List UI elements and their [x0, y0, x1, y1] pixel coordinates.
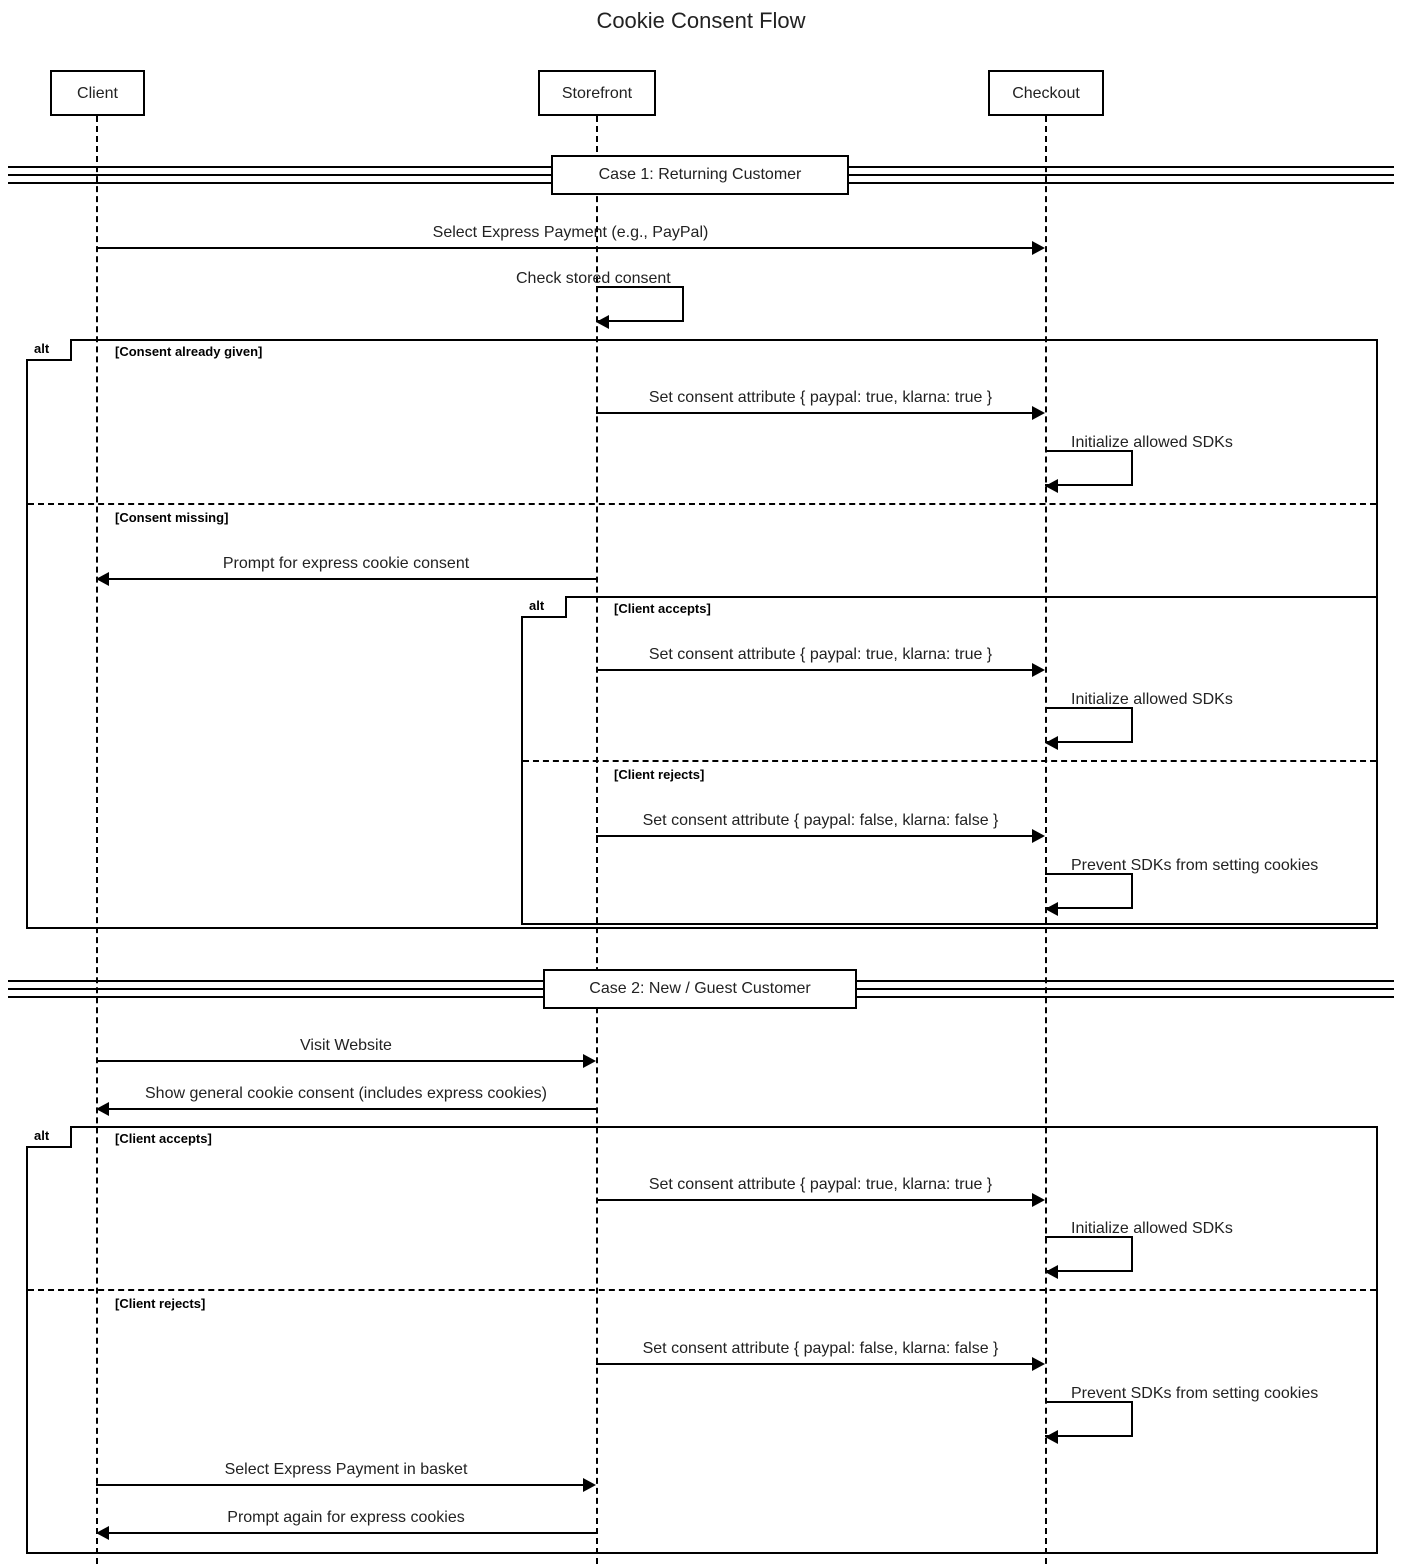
message-label-show-general-consent: Show general cookie consent (includes express cookies) [145, 1085, 547, 1102]
diagram-title: Cookie Consent Flow [596, 8, 806, 33]
arrowhead-right-3 [1032, 663, 1045, 677]
participant-client[interactable]: Client [50, 70, 145, 116]
message-label-prevent-cookies-2: Prevent SDKs from setting cookies [1071, 1385, 1319, 1402]
arrowhead-left-selfmsg-4 [1045, 902, 1058, 916]
arrowhead-right-6 [1032, 1193, 1045, 1207]
self-message-init-sdks-2 [1045, 707, 1133, 743]
message-line-set-consent-false-1 [596, 835, 1032, 837]
arrowhead-right-1 [1032, 241, 1045, 255]
message-label-visit-website: Visit Website [300, 1037, 392, 1054]
fragment-condition-consent-missing: [Consent missing] [112, 510, 231, 525]
arrowhead-left-selfmsg-1 [596, 315, 609, 329]
fragment-split-3 [28, 1289, 1376, 1291]
message-label-set-consent-false-1: Set consent attribute { paypal: false, klarna: false } [642, 812, 999, 829]
fragment-split-1 [28, 503, 1376, 505]
message-label-init-sdks-2: Initialize allowed SDKs [1071, 691, 1233, 708]
arrowhead-left-3 [96, 1526, 109, 1540]
message-label-prompt-express-consent: Prompt for express cookie consent [222, 555, 470, 572]
arrowhead-left-1 [96, 572, 109, 586]
self-message-init-sdks-3 [1045, 1236, 1133, 1272]
message-label-init-sdks-3: Initialize allowed SDKs [1071, 1220, 1233, 1237]
participant-checkout[interactable]: Checkout [988, 70, 1104, 116]
message-label-select-express-basket: Select Express Payment in basket [224, 1461, 468, 1478]
fragment-operator-label-3: alt [26, 1126, 72, 1148]
fragment-condition-client-rejects-1: [Client rejects] [611, 767, 707, 782]
message-line-select-express-payment [96, 247, 1032, 249]
fragment-condition-client-accepts-1: [Client accepts] [611, 601, 714, 616]
arrowhead-right-5 [583, 1054, 596, 1068]
message-label-check-stored-consent: Check stored consent [516, 270, 671, 287]
message-line-show-general-consent [109, 1108, 596, 1110]
arrowhead-left-selfmsg-6 [1045, 1430, 1058, 1444]
divider-case1: Case 1: Returning Customer [551, 155, 849, 195]
message-label-prevent-cookies-1: Prevent SDKs from setting cookies [1071, 857, 1319, 874]
self-message-check-stored-consent [596, 286, 684, 322]
fragment-condition-client-rejects-2: [Client rejects] [112, 1296, 208, 1311]
message-label-set-consent-true-3: Set consent attribute { paypal: true, klarna: true } [648, 1176, 993, 1193]
message-line-select-express-basket [96, 1484, 583, 1486]
arrowhead-left-selfmsg-2 [1045, 479, 1058, 493]
message-label-set-consent-true-2: Set consent attribute { paypal: true, klarna: true } [648, 646, 993, 663]
divider-case2: Case 2: New / Guest Customer [543, 969, 857, 1009]
arrowhead-left-2 [96, 1102, 109, 1116]
self-message-prevent-cookies-1 [1045, 873, 1133, 909]
fragment-split-2 [523, 760, 1376, 762]
arrowhead-right-8 [583, 1478, 596, 1492]
arrowhead-right-2 [1032, 406, 1045, 420]
fragment-condition-client-accepts-2: [Client accepts] [112, 1131, 215, 1146]
fragment-condition-consent-given: [Consent already given] [112, 344, 265, 359]
message-line-set-consent-true-3 [596, 1199, 1032, 1201]
message-label-init-sdks-1: Initialize allowed SDKs [1071, 434, 1233, 451]
message-line-prompt-express-consent [109, 578, 596, 580]
message-label-set-consent-true-1: Set consent attribute { paypal: true, klarna: true } [648, 389, 993, 406]
self-message-init-sdks-1 [1045, 450, 1133, 486]
message-label-set-consent-false-2: Set consent attribute { paypal: false, klarna: false } [642, 1340, 999, 1357]
message-label-select-express-payment: Select Express Payment (e.g., PayPal) [432, 224, 709, 241]
fragment-operator-label-1: alt [26, 339, 72, 361]
message-line-visit-website [96, 1060, 583, 1062]
message-line-prompt-again [109, 1532, 596, 1534]
message-line-set-consent-false-2 [596, 1363, 1032, 1365]
arrowhead-left-selfmsg-3 [1045, 736, 1058, 750]
arrowhead-right-7 [1032, 1357, 1045, 1371]
message-label-prompt-again: Prompt again for express cookies [227, 1509, 465, 1526]
participant-storefront[interactable]: Storefront [538, 70, 656, 116]
arrowhead-left-selfmsg-5 [1045, 1265, 1058, 1279]
arrowhead-right-4 [1032, 829, 1045, 843]
fragment-operator-label-2: alt [521, 596, 567, 618]
message-line-set-consent-true-1 [596, 412, 1032, 414]
self-message-prevent-cookies-2 [1045, 1401, 1133, 1437]
message-line-set-consent-true-2 [596, 669, 1032, 671]
